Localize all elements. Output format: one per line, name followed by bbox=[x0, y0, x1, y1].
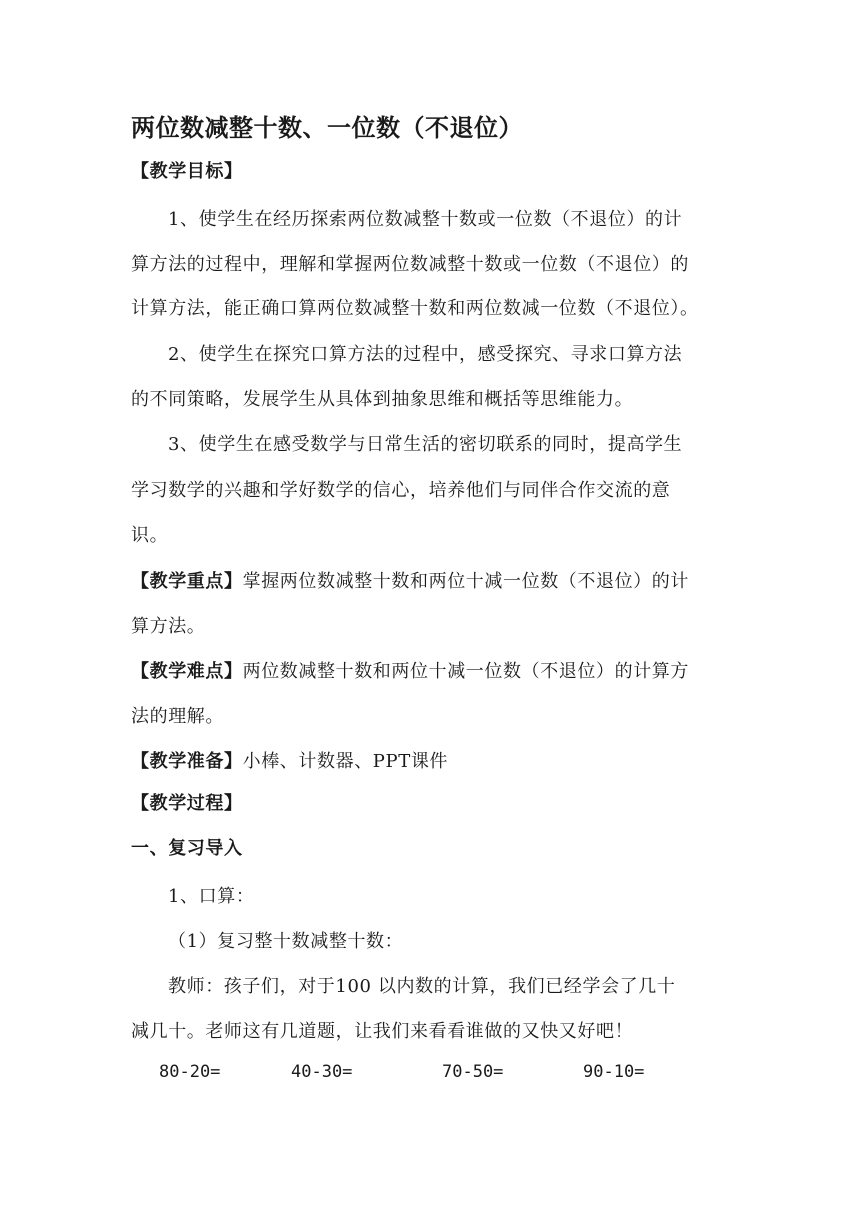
review-item: （1）复习整十数减整十数： bbox=[168, 931, 404, 952]
objective-3-line-2: 学习数学的兴趣和学好数学的信心，培养他们与同伴合作交流的意 bbox=[131, 480, 671, 501]
part-1-heading: 一、复习导入 bbox=[131, 838, 243, 859]
objective-1-line-2: 算方法的过程中，理解和掌握两位数减整十数或一位数（不退位）的 bbox=[131, 254, 689, 275]
objective-1-line-3: 计算方法，能正确口算两位数减整十数和两位数减一位数（不退位）。 bbox=[131, 298, 699, 319]
equation-2: 40-30= bbox=[291, 1062, 353, 1082]
teacher-line-1: 教师：孩子们，对于100 以内数的计算，我们已经学会了几十 bbox=[168, 976, 676, 997]
equation-4: 90-10= bbox=[583, 1062, 645, 1082]
document-title: 两位数减整十数、一位数（不退位） bbox=[131, 114, 523, 142]
prep-text: 小棒、计数器、PPT课件 bbox=[242, 751, 449, 772]
equation-3: 70-50= bbox=[442, 1062, 504, 1082]
key-point-line-1 bbox=[131, 567, 689, 593]
objective-3-line-1: 3、使学生在感受数学与日常生活的密切联系的同时，提高学生 bbox=[168, 434, 683, 455]
objective-3-line-3: 识。 bbox=[131, 525, 169, 546]
key-point-text: 掌握两位数减整十数和两位十减一位数（不退位）的计 bbox=[242, 571, 690, 592]
oral-calc-item: 1、口算： bbox=[168, 886, 255, 907]
difficulty-line-1 bbox=[131, 657, 689, 683]
objective-1-line-1: 1、使学生在经历探索两位数减整十数或一位数（不退位）的计 bbox=[168, 209, 683, 230]
prep-label: 【教学准备】 bbox=[131, 751, 243, 772]
objective-2-line-2: 的不同策略，发展学生从具体到抽象思维和概括等思维能力。 bbox=[131, 389, 634, 410]
teacher-line-2: 减几十。老师这有几道题，让我们来看看谁做的又快又好吧！ bbox=[131, 1021, 634, 1042]
prep-line bbox=[131, 747, 448, 773]
equation-1: 80-20= bbox=[159, 1062, 221, 1082]
difficulty-line-2: 法的理解。 bbox=[131, 706, 224, 727]
difficulty-label: 【教学难点】 bbox=[131, 661, 243, 682]
objective-2-line-1: 2、使学生在探究口算方法的过程中，感受探究、寻求口算方法 bbox=[168, 344, 683, 365]
objectives-heading: 【教学目标】 bbox=[131, 161, 243, 182]
key-point-line-2: 算方法。 bbox=[131, 616, 206, 637]
difficulty-text: 两位数减整十数和两位十减一位数（不退位）的计算方 bbox=[242, 661, 690, 682]
key-point-label: 【教学重点】 bbox=[131, 571, 243, 592]
process-heading: 【教学过程】 bbox=[131, 793, 243, 814]
